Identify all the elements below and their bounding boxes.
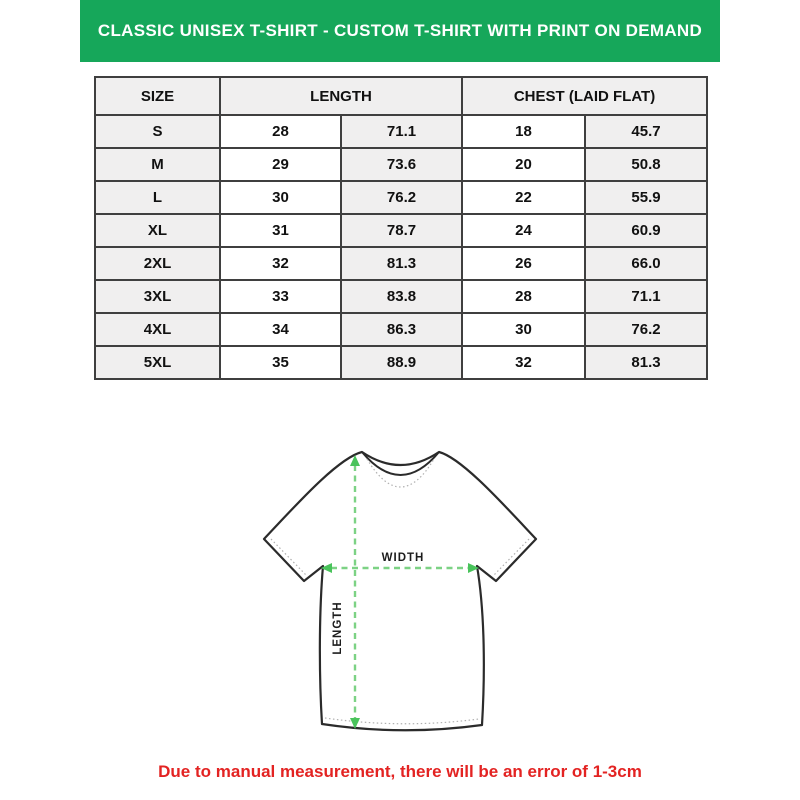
cell-chest-in: 22 [462,181,585,214]
tshirt-svg [240,435,560,745]
cell-chest-in: 24 [462,214,585,247]
cell-length-cm: 73.6 [341,148,462,181]
cell-chest-cm: 55.9 [585,181,707,214]
cell-length-in: 28 [220,115,341,148]
cell-length-in: 32 [220,247,341,280]
width-label: WIDTH [381,552,425,564]
col-header-length: LENGTH [220,77,462,115]
cell-chest-cm: 66.0 [585,247,707,280]
table-row [95,181,707,214]
cell-chest-cm: 71.1 [585,280,707,313]
table-row [95,346,707,379]
cell-chest-cm: 45.7 [585,115,707,148]
cell-chest-in: 28 [462,280,585,313]
cell-length-in: 29 [220,148,341,181]
cell-length-in: 33 [220,280,341,313]
cell-size: S [95,115,220,148]
cell-length-cm: 88.9 [341,346,462,379]
cell-size: M [95,148,220,181]
cell-size: 2XL [95,247,220,280]
tshirt-outline [264,452,536,730]
cell-chest-in: 18 [462,115,585,148]
cell-chest-cm: 81.3 [585,346,707,379]
col-header-size: SIZE [95,77,220,115]
cell-length-cm: 86.3 [341,313,462,346]
cell-length-cm: 83.8 [341,280,462,313]
cell-size: L [95,181,220,214]
table-row [95,280,707,313]
cell-chest-in: 20 [462,148,585,181]
table-row [95,247,707,280]
cell-chest-in: 26 [462,247,585,280]
header-row [95,77,707,115]
cell-chest-in: 30 [462,313,585,346]
cell-length-cm: 78.7 [341,214,462,247]
cell-chest-cm: 76.2 [585,313,707,346]
title-banner [80,0,720,62]
size-chart [94,76,708,380]
cell-length-in: 35 [220,346,341,379]
cell-size: XL [95,214,220,247]
page-title: CLASSIC UNISEX T-SHIRT - CUSTOM T-SHIRT WITH PRINT ON DEMAND [97,21,703,40]
measurement-disclaimer: Due to manual measurement, there will be an error of 1-3cm [158,762,642,781]
cell-length-in: 31 [220,214,341,247]
cell-length-cm: 76.2 [341,181,462,214]
cell-length-in: 30 [220,181,341,214]
cell-length-cm: 71.1 [341,115,462,148]
cell-length-in: 34 [220,313,341,346]
table-row [95,148,707,181]
table-row [95,115,707,148]
tshirt-diagram [240,435,560,745]
cell-chest-in: 32 [462,346,585,379]
cell-size: 5XL [95,346,220,379]
table-row [95,313,707,346]
cell-chest-cm: 60.9 [585,214,707,247]
cell-size: 4XL [95,313,220,346]
cell-chest-cm: 50.8 [585,148,707,181]
cell-size: 3XL [95,280,220,313]
size-chart-body [95,115,707,379]
length-label: LENGTH [332,601,344,655]
size-chart-table [94,76,708,380]
col-header-chest: CHEST (LAID FLAT) [462,77,707,115]
cell-length-cm: 81.3 [341,247,462,280]
table-row [95,214,707,247]
